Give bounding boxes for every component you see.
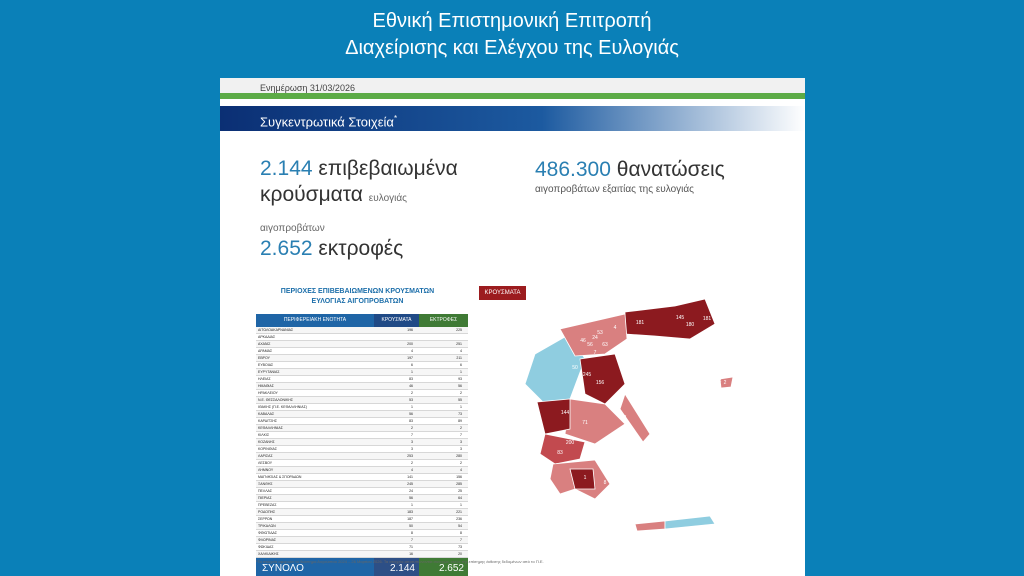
cell-farms: 251: [456, 342, 462, 346]
map-count-label: 200: [565, 440, 575, 446]
cell-region: ΡΟΔΟΠΗΣ: [258, 510, 276, 514]
cell-region: ΑΧΑΪΑΣ: [258, 342, 271, 346]
cell-region: ΧΑΛΚΙΔΙΚΗΣ: [258, 552, 279, 556]
kpi-farms-number: 2.652: [260, 237, 313, 260]
map-count-label: 3: [623, 415, 627, 421]
table-row: [256, 432, 468, 439]
cell-cases: 200: [407, 342, 413, 346]
cell-region: ΑΡΚΑΔΙΑΣ: [258, 335, 276, 339]
table-row: [256, 404, 468, 411]
cell-cases: 253: [407, 454, 413, 458]
cell-farms: 73: [458, 545, 462, 549]
map-count-label: 4: [628, 335, 632, 341]
cell-farms: [419, 334, 468, 340]
cell-cases: 2: [411, 461, 413, 465]
map-region-thrace: [625, 299, 715, 339]
table-row: [256, 453, 468, 460]
cell-farms: 89: [458, 419, 462, 423]
cell-cases: 1: [411, 405, 413, 409]
cell-region: ΜΑΓΝΗΣΙΑΣ & ΣΠΟΡΑΔΩΝ: [258, 475, 302, 479]
kpi-confirmed-cases: [260, 156, 520, 242]
table-row: [256, 341, 468, 348]
table-row: [256, 390, 468, 397]
cell-region: ΗΛΕΙΑΣ: [258, 377, 271, 381]
cell-region: ΛΑΡΙΣΑΣ: [258, 454, 273, 458]
table-row: [256, 481, 468, 488]
cell-farms: 73: [458, 412, 462, 416]
table-row: [256, 383, 468, 390]
cell-farms: 55: [458, 398, 462, 402]
cell-cases: 187: [407, 517, 413, 521]
cell-region: ΠΕΛΛΑΣ: [258, 489, 273, 493]
cell-farms: 1: [460, 405, 462, 409]
map-count-label: 1: [583, 475, 587, 481]
table-row: [256, 467, 468, 474]
cell-cases: 1: [411, 370, 413, 374]
cell-farms: 236: [456, 517, 462, 521]
table-row: [256, 516, 468, 523]
cell-region: ΛΕΣΒΟΥ: [258, 461, 273, 465]
cell-region: ΕΒΡΟΥ: [258, 356, 270, 360]
cell-region: ΛΗΜΝΟΥ: [258, 468, 274, 472]
cell-cases: 183: [407, 510, 413, 514]
map-region-thessaly: [580, 354, 625, 404]
cell-cases: 46: [409, 384, 413, 388]
header-cases: ΚΡΟΥΣΜΑΤΑ: [374, 314, 419, 327]
table-header: [256, 314, 468, 327]
cell-cases: 8: [411, 531, 413, 535]
cell-region: ΕΥΡΥΤΑΝΙΑΣ: [258, 370, 280, 374]
cell-farms: 1: [460, 370, 462, 374]
cell-region: ΚΟΖΑΝΗΣ: [258, 440, 275, 444]
cell-farms: 93: [458, 377, 462, 381]
table-row: [256, 327, 468, 334]
cell-region: ΞΑΝΘΗΣ: [258, 482, 273, 486]
table-row: [256, 348, 468, 355]
title-line-2: Διαχείρισης και Ελέγχου της Ευλογιάς: [345, 37, 679, 59]
cell-region: ΤΡΙΚΑΛΩΝ: [258, 524, 276, 528]
map-count-label: 24: [592, 335, 598, 341]
regions-table: [256, 314, 468, 576]
map-region-aitolia: [537, 399, 570, 434]
cell-farms: 221: [456, 510, 462, 514]
table-row: [256, 523, 468, 530]
cell-region: ΚΟΡΙΝΘΙΑΣ: [258, 447, 277, 451]
table-row: [256, 425, 468, 432]
table-row: [256, 544, 468, 551]
header-region: ΠΕΡΙΦΕΡΕΙΑΚΗ ΕΝΟΤΗΤΑ: [256, 314, 374, 327]
cell-cases: [374, 334, 419, 340]
cell-cases: 1: [411, 503, 413, 507]
kpi-farms: [260, 237, 403, 261]
cell-farms: 2: [460, 426, 462, 430]
cell-cases: 2: [411, 391, 413, 395]
cell-cases: 141: [407, 475, 413, 479]
table-row: [256, 537, 468, 544]
map-count-label: 8: [603, 480, 607, 486]
total-cases: 2.144: [374, 558, 419, 576]
map-count-label: 71: [582, 420, 588, 426]
cell-farms: 6: [460, 363, 462, 367]
cell-region: ΚΕΦΑΛΛΗΝΙΑΣ: [258, 426, 283, 430]
cell-farms: 25: [458, 489, 462, 493]
table-row: [256, 551, 468, 558]
kpi-cases-small-2: αιγοπροβάτων: [260, 223, 325, 234]
cell-farms: 7: [460, 538, 462, 542]
cell-cases: 71: [409, 545, 413, 549]
table-row: [256, 509, 468, 516]
kpi-culls-subtitle: αιγοπροβάτων εξαιτίας της ευλογιάς: [535, 184, 694, 195]
cell-cases: 83: [409, 419, 413, 423]
update-bar: Ενημέρωση 31/03/2026: [220, 78, 805, 99]
cell-region: ΕΥΒΟΙΑΣ: [258, 363, 274, 367]
page-title: [0, 8, 1024, 62]
map-count-label: 245: [582, 372, 592, 378]
map-legend-badge: ΚΡΟΥΣΜΑΤΑ: [479, 286, 526, 300]
table-body: [256, 327, 468, 558]
kpi-cases-text-1: επιβεβαιωμένα: [318, 157, 458, 180]
table-row: [256, 530, 468, 537]
section-title: Συγκεντρωτικά Στοιχεία: [260, 114, 394, 130]
cell-region: Ν.Ε. ΘΕΣΣΑΛΟΝΙΚΗΣ: [258, 398, 294, 402]
map-count-label: 56: [587, 342, 593, 348]
map-region-crete-west: [635, 521, 665, 531]
table-title: [250, 287, 465, 307]
footnote: *Τα στοιχεία αφορούν το διάστημα Αυγούστου 2024 – 26 Μαρτίου 2026. Τα στοιχεία αποτυπώνονται συνεχώς, εκτός της επίσημης έκθεσης δεδομένων από το Π.Ε.: [256, 559, 544, 564]
cell-cases: 197: [407, 356, 413, 360]
kpi-cases-text-2: κρούσματα: [260, 183, 363, 206]
cell-cases: 7: [411, 433, 413, 437]
total-farms: 2.652: [419, 558, 468, 576]
cell-farms: 2: [460, 391, 462, 395]
map-count-label: 180: [685, 322, 695, 328]
cell-farms: 54: [458, 524, 462, 528]
table-row: [256, 376, 468, 383]
cell-farms: 225: [456, 328, 462, 332]
cell-cases: 2: [411, 426, 413, 430]
table-row: [256, 369, 468, 376]
map-count-label: 6: [623, 430, 627, 436]
kpi-cases-small-1: ευλογιάς: [368, 193, 407, 204]
total-label: ΣΥΝΟΛΟ: [256, 558, 374, 576]
cell-region: ΦΘΙΩΤΙΔΑΣ: [258, 531, 278, 535]
cell-region: ΠΙΕΡΙΑΣ: [258, 496, 272, 500]
header-farms: ΕΚΤΡΟΦΕΣ: [419, 314, 468, 327]
kpi-farms-text: εκτροφές: [318, 237, 404, 260]
table-row: [256, 439, 468, 446]
cell-cases: 245: [407, 482, 413, 486]
map-count-label: 50: [572, 365, 578, 371]
cell-cases: 24: [409, 489, 413, 493]
section-footnote-marker: *: [393, 114, 398, 123]
table-row: [256, 334, 468, 341]
kpi-cases-number: 2.144: [260, 157, 313, 180]
table-row: [256, 362, 468, 369]
cell-farms: 1: [460, 503, 462, 507]
kpi-culls: [535, 158, 725, 182]
cell-region: ΣΕΡΡΩΝ: [258, 517, 273, 521]
cell-cases: 6: [411, 363, 413, 367]
cell-cases: 3: [411, 440, 413, 444]
map-count-label: 181: [702, 316, 712, 322]
kpi-culls-number: 486.300: [535, 158, 611, 181]
map-count-label: 145: [675, 315, 685, 321]
cell-cases: 56: [409, 496, 413, 500]
table-row: [256, 446, 468, 453]
cell-farms: 156: [456, 475, 462, 479]
greece-cases-map: [475, 284, 805, 554]
cell-region: ΑΙΤΩΛΟΑΚΑΡΝΑΝΙΑΣ: [258, 328, 294, 332]
cell-farms: 285: [456, 482, 462, 486]
cell-cases: 3: [411, 447, 413, 451]
table-row: [256, 474, 468, 481]
cell-farms: 211: [456, 356, 462, 360]
cell-cases: 53: [409, 398, 413, 402]
cell-region: ΗΜΑΘΙΑΣ: [258, 384, 274, 388]
cell-region: ΗΡΑΚΛΕΙΟΥ: [258, 391, 278, 395]
cell-farms: 7: [460, 433, 462, 437]
map-region-crete-east: [665, 516, 715, 529]
table-title-line-2: ΕΥΛΟΓΙΑΣ ΑΙΓΟΠΡΟΒΑΤΩΝ: [311, 298, 404, 305]
cell-region: ΠΡΕΒΕΖΑΣ: [258, 503, 277, 507]
cell-farms: 280: [456, 454, 462, 458]
map-count-label: 46: [580, 338, 586, 344]
table-row: [256, 495, 468, 502]
cell-region: ΙΘΑΚΗΣ (Π.Ε. ΚΕΦΑΛΛΗΝΙΑΣ): [258, 405, 307, 409]
cell-farms: 4: [460, 468, 462, 472]
map-count-label: 7: [593, 350, 597, 356]
kpi-culls-text: θανατώσεις: [616, 158, 725, 181]
cell-region: ΚΑΒΑΛΑΣ: [258, 412, 275, 416]
cell-cases: 56: [409, 412, 413, 416]
table-title-line-1: ΠΕΡΙΟΧΕΣ ΕΠΙΒΕΒΑΙΩΜΕΝΩΝ ΚΡΟΥΣΜΑΤΩΝ: [280, 288, 435, 295]
map-count-label: 63: [602, 342, 608, 348]
cell-cases: 16: [409, 552, 413, 556]
table-row: [256, 411, 468, 418]
map-count-label: 53: [597, 330, 603, 336]
table-row: [256, 397, 468, 404]
table-row: [256, 355, 468, 362]
cell-region: ΔΡΑΜΑΣ: [258, 349, 273, 353]
cell-farms: 8: [460, 531, 462, 535]
map-count-label: 2: [723, 380, 727, 386]
table-row: [256, 488, 468, 495]
cell-farms: 64: [458, 496, 462, 500]
table-row: [256, 502, 468, 509]
cell-cases: 83: [409, 377, 413, 381]
section-header: [220, 106, 805, 131]
cell-region: ΦΩΚΙΔΑΣ: [258, 545, 274, 549]
map-count-label: 2: [718, 378, 722, 384]
map-count-label: 156: [595, 380, 605, 386]
cell-farms: 4: [460, 349, 462, 353]
cell-cases: 4: [411, 468, 413, 472]
cell-cases: 196: [407, 328, 413, 332]
cell-cases: 50: [409, 524, 413, 528]
title-line-1: Εθνική Επιστημονική Επιτροπή: [372, 10, 652, 32]
map-count-label: 144: [560, 410, 570, 416]
map-count-label: 4: [613, 325, 617, 331]
cell-cases: 7: [411, 538, 413, 542]
map-region-central: [565, 399, 625, 444]
dashboard-panel: [220, 78, 805, 576]
cell-region: ΚΑΡΔΙΤΣΗΣ: [258, 419, 278, 423]
map-region-lesvos: [720, 377, 733, 388]
map-count-label: 181: [635, 320, 645, 326]
cell-farms: 3: [460, 447, 462, 451]
map-count-label: 83: [557, 450, 563, 456]
cell-cases: 4: [411, 349, 413, 353]
table-row: [256, 460, 468, 467]
cell-region: ΦΛΩΡΙΝΑΣ: [258, 538, 277, 542]
cell-farms: 3: [460, 440, 462, 444]
cell-farms: 20: [458, 552, 462, 556]
cell-farms: 2: [460, 461, 462, 465]
table-row: [256, 418, 468, 425]
cell-region: ΚΙΛΚΙΣ: [258, 433, 270, 437]
cell-farms: 56: [458, 384, 462, 388]
